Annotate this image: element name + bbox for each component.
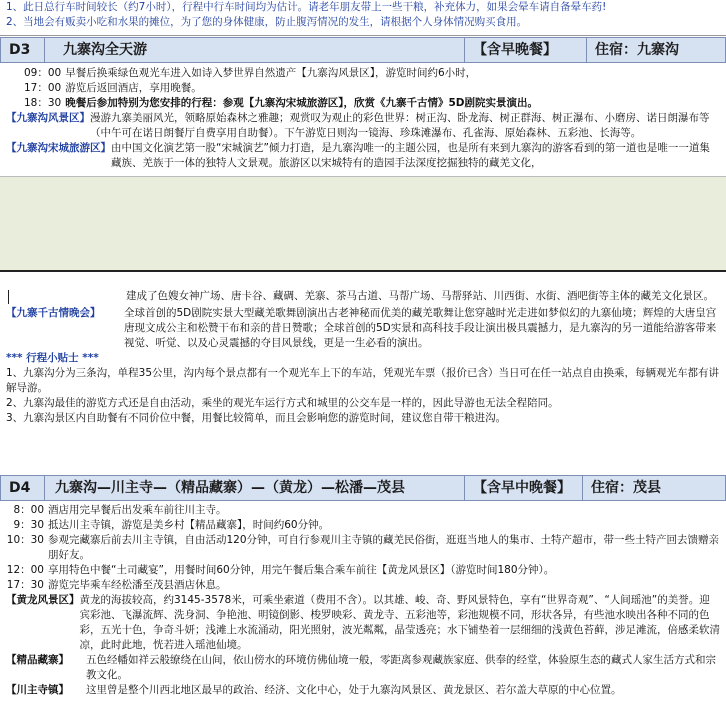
schedule-text: 酒店用完早餐后出发乘车前往川主寺。 [48, 504, 227, 516]
schedule-text: 游览后返回酒店，享用晚餐。 [65, 82, 202, 94]
schedule-time: 9：30 [13, 519, 44, 531]
schedule-time: 18：30 [24, 97, 62, 109]
spot-label: 【川主寺镇】 [6, 684, 69, 696]
schedule-row [6, 66, 720, 81]
schedule-time: 12：00 [6, 564, 44, 576]
spot-label: 【黄龙风景区】 [6, 594, 80, 606]
day-number: D3 [1, 38, 45, 62]
stay-label: 住宿：九寨沟 [595, 41, 679, 58]
schedule-text: 早餐后换乘绿色观光车进入如诗入梦世界自然遗产【九寨沟风景区】，游览时间约6小时， [65, 67, 477, 79]
stay-label: 住宿：茂县 [591, 479, 661, 496]
schedule-row [6, 503, 720, 518]
day4-header [0, 475, 726, 501]
spot-label: 【九寨沟宋城旅游区】 [6, 142, 111, 154]
spot-description [6, 111, 720, 141]
tip-item: 3、九寨沟景区内自助餐有不同价位中餐，用餐比较简单，而且会影响您的游览时间，建议您自带干粮进沟。 [6, 412, 507, 424]
schedule-row [6, 563, 720, 578]
spot-label: 【精品藏寨】 [6, 654, 69, 666]
tip-item: 2、九寨沟最佳的游览方式还是自由活动，乘坐的观光车运行方式和城里的公交车是一样的，因此导游也无法全程陪同。 [6, 397, 559, 409]
spot-text: 五色经幡如祥云般缭绕在山间，依山傍水的环境仿佛仙境一般，零距离参观藏族家庭、供奉的经堂，体验原生态的藏式人家生活方式和宗教文化。 [86, 654, 716, 681]
schedule-text: 参观完藏寨后前去川主寺镇，自由活动120分钟，可自行参观川主寺镇的藏羌民俗街，逛逛当地人的集市、土特产超市，带一些土特产回去馈赠亲朋好友。 [48, 534, 720, 561]
day4-body [0, 503, 726, 711]
spot-description [6, 653, 720, 683]
spot-text-continued: 建成了色嫂女神广场、唐卡谷、藏碉、羌寨、茶马古道、马帮广场、马帮驿站、川西街、水街、酒吧街等主体的藏羌文化景区。 [126, 290, 714, 302]
day-number: D4 [1, 476, 45, 500]
note-line: 2、当地会有贩卖小吃和水果的摊位，为了您的身体健康，防止腹泻情况的发生，请根据个人身体情况购买食用。 [6, 16, 528, 28]
spot-description [6, 593, 720, 653]
schedule-text: 享用特色中餐“土司藏宴”，用餐时间60分钟，用完午餐后集合乘车前往【黄龙风景区】（游览时间180分钟）。 [48, 564, 555, 576]
spot-label: 【九寨沟风景区】 [6, 112, 90, 124]
spot-text: 黄龙的海拔较高，约3145-3578米，可乘坐索道（费用不含）。以其雄、峻、奇、野风景特色，享有“世界奇观”、“人间瑶池”的美誉。迎宾彩池、飞瀑流辉、洗身洞、争艳池、明镜倒影、梭罗映彩、黄龙寺、五彩池等，彩池规模不同，形状各异，有些池水映出各种不同的色彩，五光十色，争奇斗妍；浅滩上水流涌动，阳光照射，波光粼粼，晶莹透亮；水下铺垫着一层细细的浅黄色苔藓，涉足滩流，倍感柔软清凉，此时此地，恍若进入瑶池仙境。 [79, 594, 720, 651]
spot-text: 漫游九寨美丽风光，领略原始森林之雅趣；观赏叹为观止的彩色世界：树正沟、卧龙海、树正群海、树正瀑布、小磨房、诺日朗瀑布等（中午可在诺日朗餐厅自费享用自助餐）。下午游览日则沟一镜海、珍珠滩瀑布、孔雀海、原始森林、五彩池、长海等。 [90, 112, 710, 139]
schedule-time: 17：30 [6, 579, 44, 591]
meals-label: 【含早晚餐】 [465, 38, 587, 62]
schedule-time: 10：30 [6, 534, 44, 546]
spot-description [6, 683, 720, 698]
spot-text: 这里曾是整个川西北地区最早的政治、经济、文化中心，处于九寨沟风景区、黄龙景区、若尔盖大草原的中心位置。 [86, 684, 622, 696]
schedule-row [6, 578, 720, 593]
schedule-row [6, 518, 720, 533]
schedule-time: 17：00 [24, 82, 62, 94]
spot-text: 由中国文化演艺第一股“宋城演艺”倾力打造，是九寨沟唯一的主题公园，也是所有来到九寨沟的游客看到的第一道也是唯一一道集藏族、羌族于一体的独特人文景观。旅游区以宋城特有的造园手法深度挖掘独特的藏羌文化， [111, 142, 710, 169]
schedule-time: 09：00 [24, 67, 62, 79]
meals-label: 【含早中晚餐】 [465, 476, 583, 500]
schedule-text: 游览完毕乘车经松潘至茂县酒店休息。 [48, 579, 227, 591]
show-text: 全球首创的5D剧院实景大型藏羌歌舞剧演出古老神秘而优美的藏羌歌舞让您穿越时光走进如梦似幻的九寨仙境；辉煌的大唐皇宫唐现文成公主和松赞干布和亲的昔日赞歌；全球首创的5D实景和高科技手段让演出极具震撼力，是九寨沟的另一道能给游客带来视觉、听觉、以及心灵震撼的夺目风景线，更是一生必看的演出。 [124, 307, 717, 349]
spot-description [6, 141, 720, 171]
show-label: 【九寨千古情晚会】 [6, 307, 101, 319]
schedule-row [6, 533, 720, 563]
notes-section [0, 0, 726, 36]
day-title: 九寨沟—川主寺—（精品藏寨）—（黄龙）—松潘—茂县 [45, 476, 465, 500]
schedule-row [6, 81, 720, 96]
schedule-text: 抵达川主寺镇，游览是美乡村【精品藏寨】，时间约60分钟。 [48, 519, 330, 531]
day3-continued [0, 289, 726, 473]
page-break-gap [0, 176, 726, 272]
day3-header [0, 37, 726, 63]
show-description [6, 306, 720, 351]
day-title: 九寨沟全天游 [45, 38, 465, 62]
tip-item: 1、九寨沟分为三条沟，单程35公里，沟内每个景点都有一个观光车上下的车站，凭观光车票（报价已含）当日可在任一站点自由换乘，每辆观光车都有讲解导游。 [6, 367, 720, 394]
note-line: 1、此日总行车时间较长（约7小时），行程中行车时间均为估计。请老年朋友带上一些干粮，补充体力，如果会晕车请自备晕车药! [6, 1, 607, 13]
schedule-time: 8：00 [13, 504, 44, 516]
day3-body [0, 66, 726, 176]
schedule-row [6, 96, 720, 111]
tips-title: *** 行程小贴士 *** [6, 352, 99, 364]
schedule-text: 晚餐后参加特别为您安排的行程：参观【九寨沟宋城旅游区】，欣赏《九寨千古情》5D剧院实景演出。 [65, 97, 539, 109]
